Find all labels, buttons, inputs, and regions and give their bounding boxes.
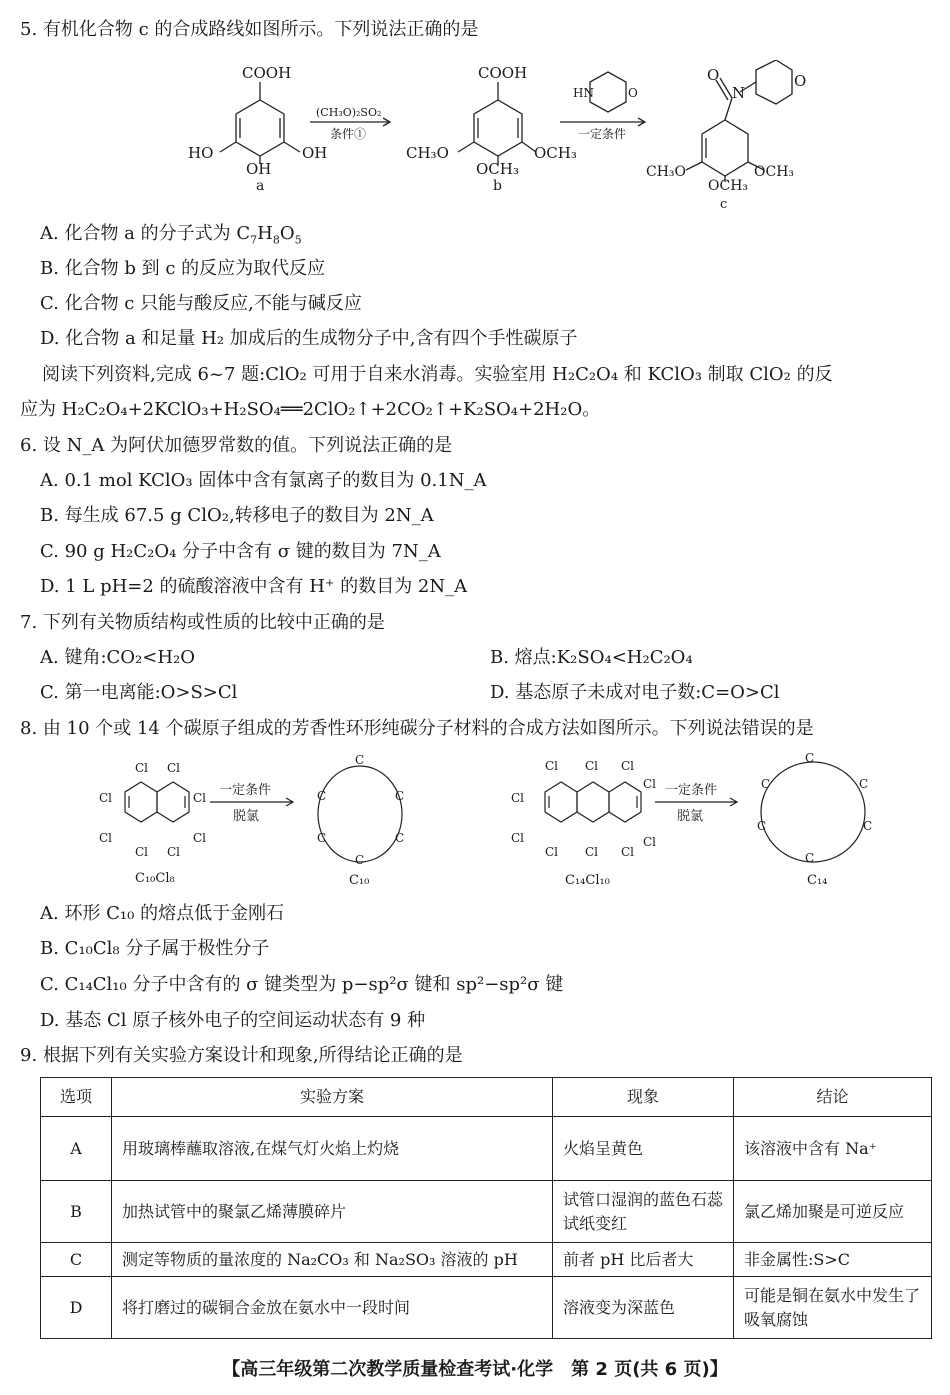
q7-option-b: B. 熔点:K₂SO₄<H₂C₂O₄	[490, 647, 693, 668]
row-plan: 用玻璃棒蘸取溶液,在煤气灯火焰上灼烧	[112, 1117, 553, 1181]
header-conclusion: 结论	[734, 1078, 932, 1117]
q5-option-b: B. 化合物 b 到 c 的反应为取代反应	[40, 258, 326, 279]
q7-option-c: C. 第一电离能:O>S>Cl	[40, 682, 238, 703]
q5-synthesis-scheme	[180, 60, 820, 220]
c-right: OCH₃	[754, 164, 795, 180]
q8-stem: 8. 由 10 个或 14 个碳原子组成的芳香性环形纯碳分子材料的合成方法如图所示。下列说法错误的是	[20, 718, 814, 739]
row-option: D	[41, 1277, 112, 1339]
q9-stem: 9. 根据下列有关实验方案设计和现象,所得结论正确的是	[20, 1045, 463, 1066]
q7-option-d: D. 基态原子未成对电子数:C=O>Cl	[490, 682, 780, 703]
c-left: CH₃O	[646, 164, 687, 180]
a-cooh: COOH	[242, 64, 292, 82]
c10-atom-3: C	[395, 789, 405, 803]
cl-r6: Cl	[511, 831, 525, 845]
header-plan: 实验方案	[112, 1078, 553, 1117]
b-left: CH₃O	[406, 144, 449, 162]
q8-scheme-right	[505, 752, 885, 892]
q6-stem: 6. 设 N_A 为阿伏加德罗常数的值。下列说法正确的是	[20, 435, 453, 456]
cl-5: Cl	[99, 831, 113, 845]
reagent2-o: O	[628, 86, 638, 100]
q5-stem: 5. 有机化合物 c 的合成路线如图所示。下列说法正确的是	[20, 19, 479, 40]
a-label: a	[256, 178, 265, 194]
b-bottom: OCH₃	[476, 160, 519, 178]
table-row	[41, 1181, 932, 1243]
b-label: b	[493, 178, 502, 194]
c-o-top: O	[707, 66, 720, 84]
q8-option-a: A. 环形 C₁₀ 的熔点低于金刚石	[40, 903, 285, 924]
cl-1: Cl	[135, 761, 149, 775]
c10-atom-5: C	[395, 831, 405, 845]
cl-r1: Cl	[545, 759, 559, 773]
b-cooh: COOH	[478, 64, 528, 82]
c-label: c	[720, 197, 728, 212]
reading-line-1: 阅读下列资料,完成 6~7 题:ClO₂ 可用于自来水消毒。实验室用 H₂C₂O₄ 和 KClO₃ 制取 ClO₂ 的反	[42, 364, 833, 385]
row-conclusion: 非金属性:S>C	[734, 1243, 932, 1277]
cl-r10: Cl	[621, 845, 635, 859]
a-ho-left: HO	[188, 144, 214, 162]
row-conclusion: 该溶液中含有 Na⁺	[734, 1117, 932, 1181]
b-right: OCH₃	[534, 144, 577, 162]
row-conclusion: 氯乙烯加聚是可逆反应	[734, 1181, 932, 1243]
row-phenomenon: 试管口湿润的蓝色石蕊试纸变红	[553, 1181, 734, 1243]
q7-stem: 7. 下列有关物质结构或性质的比较中正确的是	[20, 612, 385, 633]
row-plan: 将打磨过的碳铜合金放在氨水中一段时间	[112, 1277, 553, 1339]
header-phenomenon: 现象	[553, 1078, 734, 1117]
left-dechlorination: 脱氯	[233, 809, 260, 824]
cl-7: Cl	[135, 845, 149, 859]
q8-option-b: B. C₁₀Cl₈ 分子属于极性分子	[40, 938, 270, 959]
cl-r3: Cl	[621, 759, 635, 773]
row-option: B	[41, 1181, 112, 1243]
row-plan: 加热试管中的聚氯乙烯薄膜碎片	[112, 1181, 553, 1243]
left-product-label: C₁₀	[349, 873, 370, 888]
header-option: 选项	[41, 1078, 112, 1117]
c-bottom: OCH₃	[708, 178, 749, 194]
q8-option-c: C. C₁₄Cl₁₀ 分子中含有的 σ 键类型为 p−sp²σ 键和 sp²−sp²σ 键	[40, 974, 564, 995]
condition1: 条件①	[330, 127, 367, 141]
a-oh-bottom: OH	[246, 160, 272, 178]
cl-r4: Cl	[511, 791, 525, 805]
cl-4: Cl	[193, 791, 207, 805]
cl-6: Cl	[193, 831, 207, 845]
q7-option-a: A. 键角:CO₂<H₂O	[40, 647, 196, 668]
condition2: 一定条件	[578, 127, 627, 141]
reagent2-hn: HN	[573, 86, 594, 100]
c-o-ring: O	[794, 72, 807, 90]
cl-r8: Cl	[545, 845, 559, 859]
q8-option-d: D. 基态 Cl 原子核外电子的空间运动状态有 9 种	[40, 1010, 426, 1031]
q5-option-c: C. 化合物 c 只能与酸反应,不能与碱反应	[40, 293, 362, 314]
q8-scheme-left	[95, 752, 435, 892]
right-dechlorination: 脱氯	[677, 809, 704, 824]
row-phenomenon: 火焰呈黄色	[553, 1117, 734, 1181]
table-row	[41, 1277, 932, 1339]
right-reactant-label: C₁₄Cl₁₀	[565, 873, 610, 888]
table-header-row	[41, 1078, 932, 1117]
q5-option-d: D. 化合物 a 和足量 H₂ 加成后的生成物分子中,含有四个手性碳原子	[40, 328, 578, 349]
cl-2: Cl	[167, 761, 181, 775]
cl-r5: Cl	[643, 777, 657, 791]
c14-atom-2: C	[761, 777, 771, 791]
reading-line-2: 应为 H₂C₂O₄+2KClO₃+H₂SO₄══2ClO₂↑+2CO₂↑+K₂SO₄+2H₂O。	[20, 399, 601, 420]
cl-r9: Cl	[585, 845, 599, 859]
cl-r2: Cl	[585, 759, 599, 773]
left-condition: 一定条件	[219, 783, 272, 798]
a-oh-right: OH	[302, 144, 328, 162]
q6-option-d: D. 1 L pH=2 的硫酸溶液中含有 H⁺ 的数目为 2N_A	[40, 576, 468, 597]
c10-atom-6: C	[355, 853, 365, 867]
row-phenomenon: 溶液变为深蓝色	[553, 1277, 734, 1339]
c14-atom-5: C	[863, 819, 873, 833]
row-option: C	[41, 1243, 112, 1277]
cl-r7: Cl	[643, 835, 657, 849]
c14-atom-6: C	[805, 851, 815, 865]
c14-atom-1: C	[805, 752, 815, 765]
c-n: N	[732, 84, 746, 102]
reagent1: (CH₃O)₂SO₂	[316, 106, 382, 119]
cl-8: Cl	[167, 845, 181, 859]
c10-atom-4: C	[317, 831, 327, 845]
c10-atom-2: C	[317, 789, 327, 803]
table-row	[41, 1243, 932, 1277]
row-conclusion: 可能是铜在氨水中发生了吸氧腐蚀	[734, 1277, 932, 1339]
q6-option-b: B. 每生成 67.5 g ClO₂,转移电子的数目为 2N_A	[40, 505, 434, 526]
cl-3: Cl	[99, 791, 113, 805]
page-footer: 【高三年级第二次教学质量检查考试·化学 第 2 页(共 6 页)】	[222, 1359, 728, 1380]
right-condition: 一定条件	[665, 783, 718, 798]
right-product-label: C₁₄	[807, 873, 828, 888]
c14-atom-3: C	[859, 777, 869, 791]
q6-option-c: C. 90 g H₂C₂O₄ 分子中含有 σ 键的数目为 7N_A	[40, 541, 441, 562]
q5-option-a: A. 化合物 a 的分子式为 $C_7H_8O_5$	[40, 223, 302, 247]
c14-atom-4: C	[757, 819, 767, 833]
left-reactant-label: C₁₀Cl₈	[135, 871, 175, 886]
c10-atom-1: C	[355, 753, 365, 767]
row-phenomenon: 前者 pH 比后者大	[553, 1243, 734, 1277]
table-row	[41, 1117, 932, 1181]
row-plan: 测定等物质的量浓度的 Na₂CO₃ 和 Na₂SO₃ 溶液的 pH	[112, 1243, 553, 1277]
row-option: A	[41, 1117, 112, 1181]
q9-experiment-table	[40, 1077, 932, 1339]
q6-option-a: A. 0.1 mol KClO₃ 固体中含有氯离子的数目为 0.1N_A	[40, 470, 487, 491]
